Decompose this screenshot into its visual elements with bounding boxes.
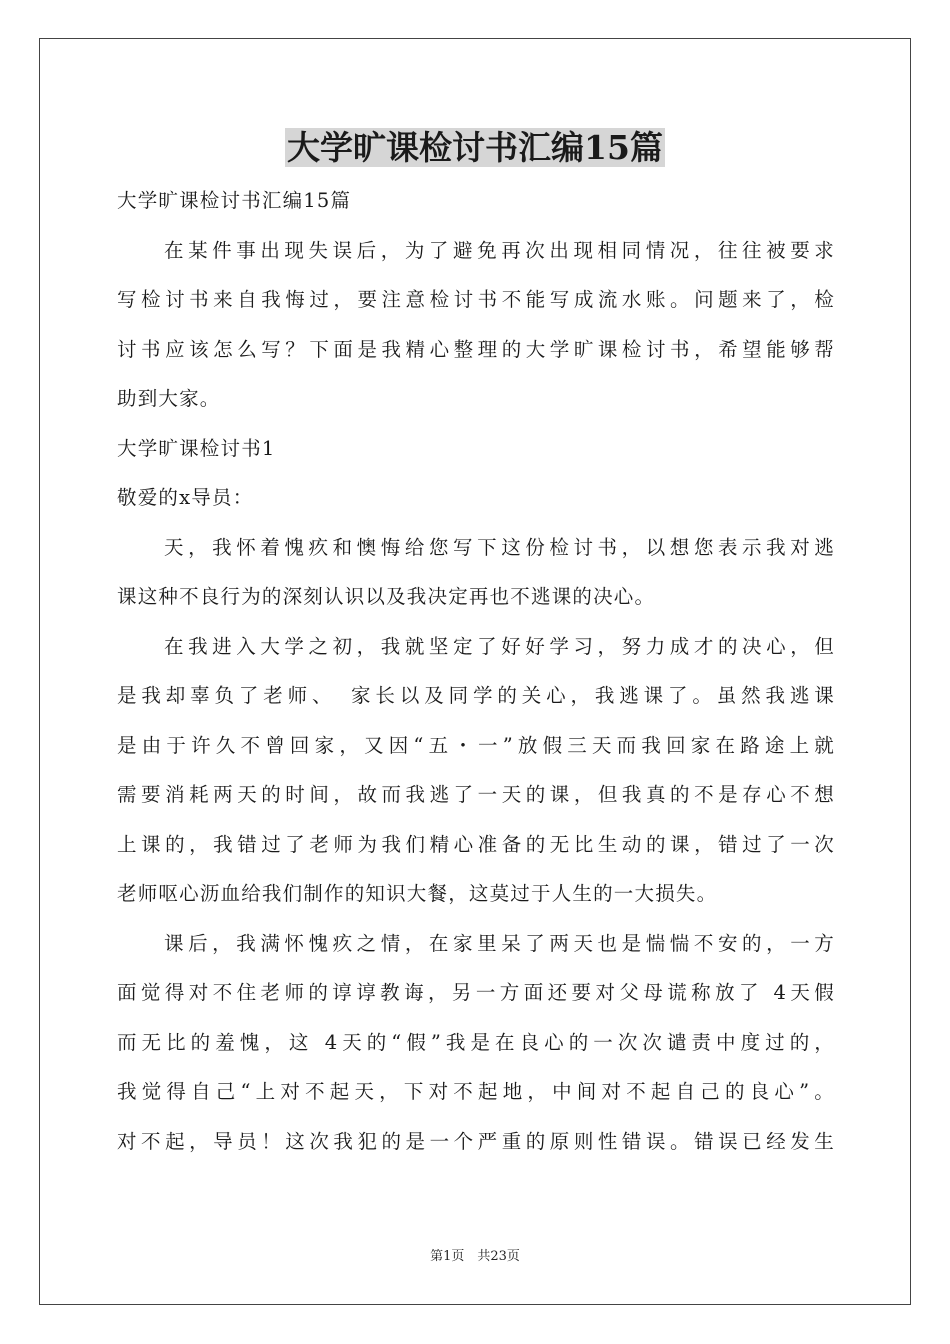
text-line: 我觉得自己“上对不起天，下对不起地，中间对不起自己的良心”。 <box>117 1080 835 1103</box>
text-line: 天，我怀着愧疚和懊悔给您写下这份检讨书，以想您表示我对逃 <box>164 535 835 559</box>
text-line: 课后，我满怀愧疚之情，在家里呆了两天也是惴惴不安的，一方 <box>164 931 835 955</box>
text-line: 而无比的羞愧，这 4天的“假”我是在良心的一次次谴责中度过的， <box>117 1030 835 1054</box>
text-line: 对不起，导员！这次我犯的是一个严重的原则性错误。错误已经发生 <box>117 1129 835 1153</box>
text-line: 课这种不良行为的深刻认识以及我决定再也不逃课的决心。 <box>117 585 656 608</box>
text-line: 大学旷课检讨书汇编15篇 <box>117 189 352 212</box>
text-line: 助到大家。 <box>117 387 221 410</box>
text-line: 写检讨书来自我悔过，要注意检讨书不能写成流水账。问题来了，检 <box>117 288 835 311</box>
text-line: 在我进入大学之初，我就坚定了好好学习，努力成才的决心，但 <box>164 634 835 658</box>
text-line: 在某件事出现失误后，为了避免再次出现相同情况，往往被要求 <box>164 238 835 262</box>
text-line: 面觉得对不住老师的谆谆教诲，另一方面还要对父母谎称放了 4天假 <box>117 981 835 1004</box>
text-line: 讨书应该怎么写？下面是我精心整理的大学旷课检讨书，希望能够帮 <box>117 337 835 361</box>
document-title-text: 大学旷课检讨书汇编15篇 <box>287 128 663 167</box>
document-body <box>117 176 835 1166</box>
document-title <box>0 126 950 170</box>
text-line: 大学旷课检讨书1 <box>117 436 276 460</box>
text-line: 需要消耗两天的时间，故而我逃了一天的课，但我真的不是存心不想 <box>117 783 835 806</box>
text-line: 是由于许久不曾回家，又因“五・一”放假三天而我回家在路途上就 <box>117 733 835 757</box>
page-number: 第1页 共23页 <box>430 1249 520 1264</box>
page-footer <box>0 1248 950 1266</box>
text-line: 上课的，我错过了老师为我们精心准备的无比生动的课，错过了一次 <box>117 832 835 856</box>
text-line: 老师呕心沥血给我们制作的知识大餐，这莫过于人生的一大损失。 <box>117 882 718 905</box>
text-line: 敬爱的x导员： <box>117 486 254 509</box>
text-line: 是我却辜负了老师、 家长以及同学的关心，我逃课了。虽然我逃课 <box>117 684 835 707</box>
